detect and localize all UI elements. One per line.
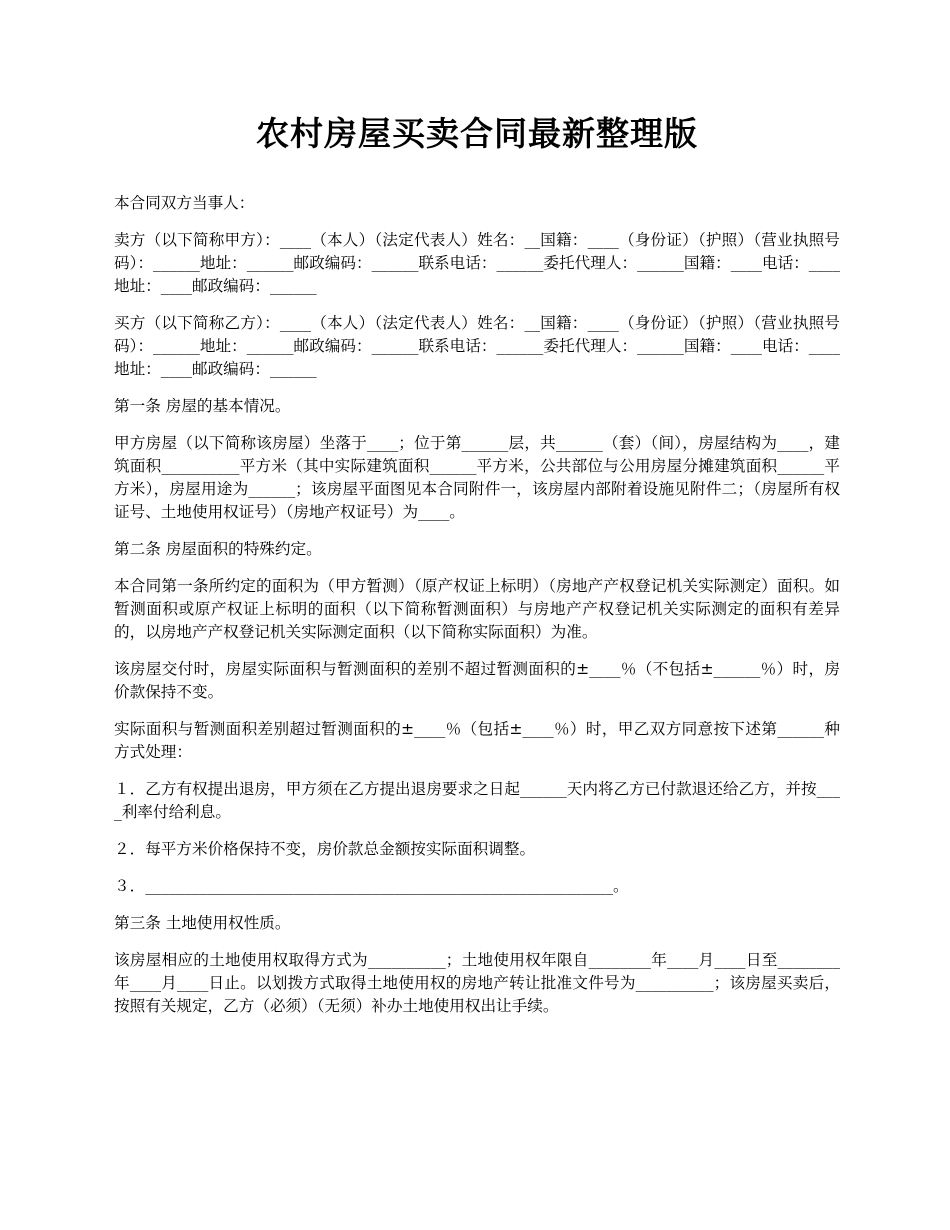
article-2-heading: 第二条 房屋面积的特殊约定。 (114, 540, 322, 558)
article-3-body: 该房屋相应的土地使用权取得方式为__________；土地使用权年限自________年____月____日至________年____月____日止。以划拨方式取得土地使用权的房地产转让批准文件号为__________；该房屋买卖后，按照有关规定，乙方（必须）（无须）补办土地使用权出让手续。 (114, 951, 840, 1015)
article-1-heading: 第一条 房屋的基本情况。 (114, 397, 291, 415)
article-3-heading: 第三条 土地使用权性质。 (114, 914, 291, 932)
article-2-body: 本合同第一条所约定的面积为（甲方暂测）（原产权证上标明）（房地产产权登记机关实际测定）面积。如暂测面积或原产权证上标明的面积（以下简称暂测面积）与房地产产权登记机关实际测定的面积有差异的，以房地产产权登记机关实际测定面积（以下简称实际面积）为准。 (114, 577, 840, 641)
area-difference-within: 该房屋交付时，房屋实际面积与暂测面积的差别不超过暂测面积的±____％（不包括±______％）时，房价款保持不变。 (114, 660, 840, 701)
document-title: 农村房屋买卖合同最新整理版 (256, 114, 698, 153)
seller-info: 卖方（以下简称甲方）：____（本人）（法定代表人）姓名：__国籍：____（身份证）（护照）（营业执照号码）：______地址：______邮政编码：______联系电话：______委托代理人：______国籍：____电话：____地址：____邮政编码：______ (114, 231, 840, 295)
contract-page (114, 108, 840, 1032)
option-2: ２．每平方米价格保持不变，房价款总金额按实际面积调整。 (114, 840, 536, 858)
buyer-info: 买方（以下简称乙方）：____（本人）（法定代表人）姓名：__国籍：____（身份证）（护照）（营业执照号码）：______地址：______邮政编码：______联系电话：______委托代理人：______国籍：____电话：____地址：____邮政编码：______ (114, 314, 840, 378)
option-3: ３．____________________________________________________________。 (114, 877, 629, 895)
area-difference-exceed: 实际面积与暂测面积差别超过暂测面积的±____％（包括±____％）时，甲乙双方同意按下述第______种方式处理： (114, 720, 840, 761)
intro-parties: 本合同双方当事人： (114, 194, 255, 212)
article-1-body: 甲方房屋（以下简称该房屋）坐落于____；位于第______层，共______（套）（间），房屋结构为____，建筑面积__________平方米（其中实际建筑面积______平方米，公共部位与公用房屋分摊建筑面积______平方米），房屋用途为______；该房屋平面图见本合同附件一，该房屋内部附着设施见附件二；（房屋所有权证号、土地使用权证号）（房地产权证号）为____。 (114, 434, 840, 521)
option-1: １．乙方有权提出退房，甲方须在乙方提出退房要求之日起______天内将乙方已付款退还给乙方，并按____利率付给利息。 (114, 780, 840, 821)
